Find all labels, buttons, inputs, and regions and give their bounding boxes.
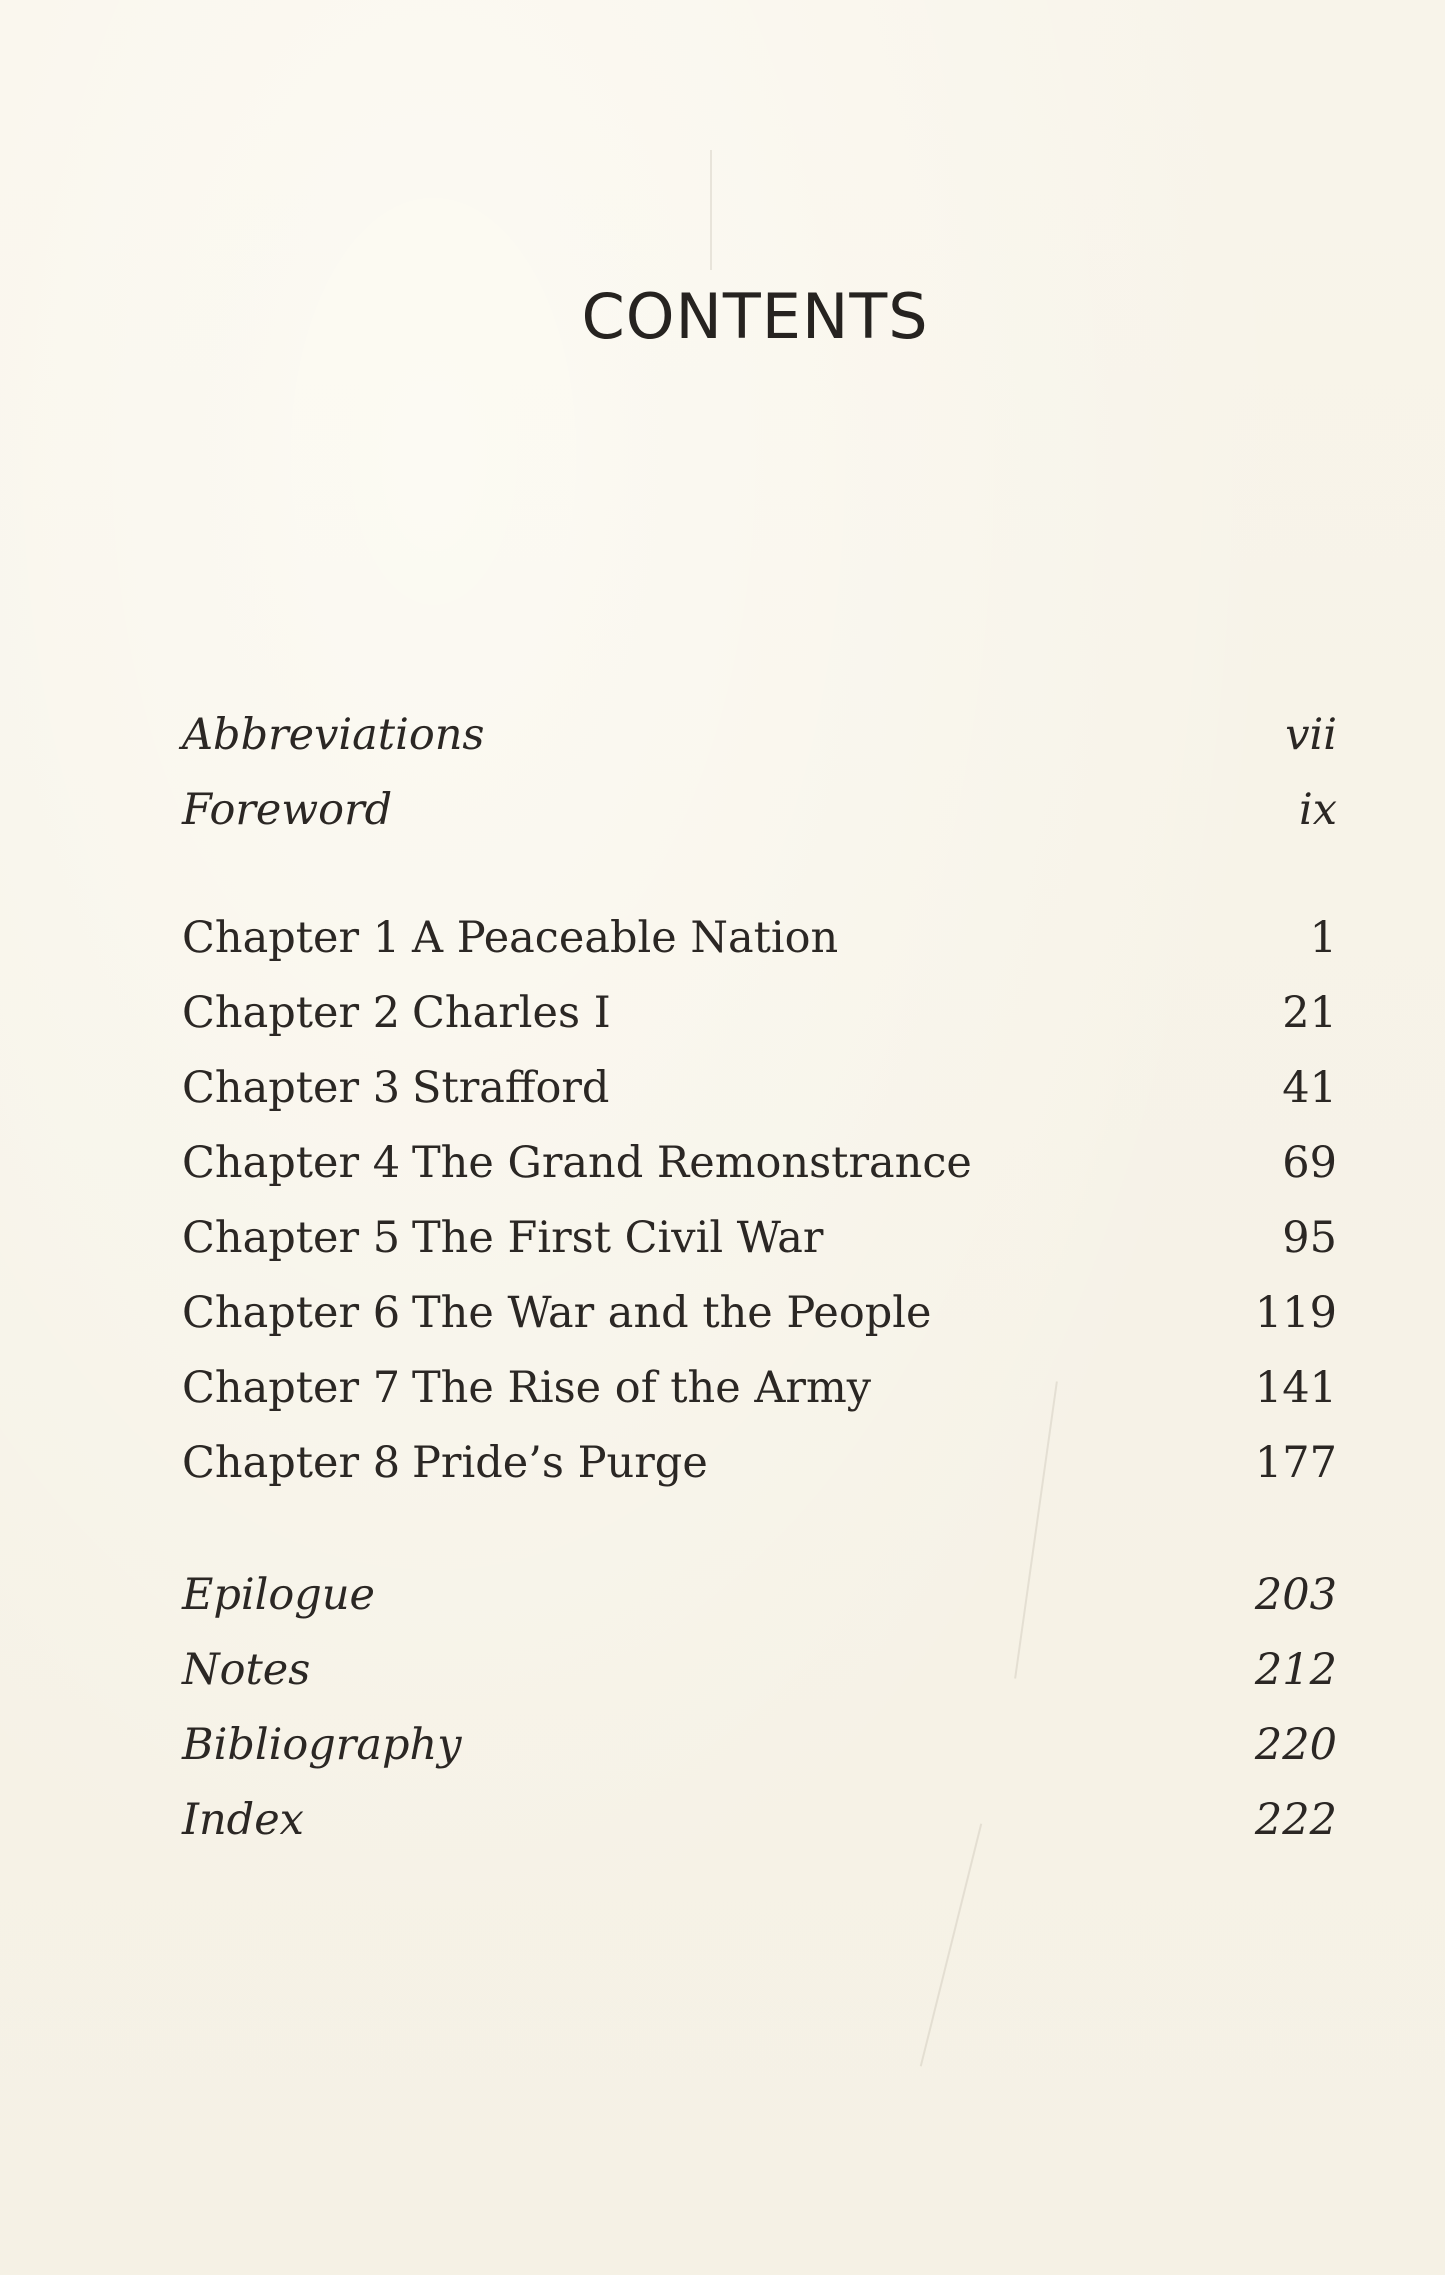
toc-chapter-5 xyxy=(182,1213,1337,1273)
toc-entry-bibliography xyxy=(182,1720,1337,1780)
chapter-number: Chapter 6 xyxy=(182,1288,401,1338)
chapter-title: A Peaceable Nation xyxy=(412,913,839,963)
chapter-page: 1 xyxy=(1309,913,1337,963)
chapter-title: The Grand Remonstrance xyxy=(412,1138,972,1188)
chapter-title: Strafford xyxy=(412,1063,610,1113)
chapter-page: 141 xyxy=(1254,1363,1337,1413)
chapter-page: 95 xyxy=(1282,1213,1337,1263)
chapter-title: Charles I xyxy=(412,988,611,1038)
chapter-number: Chapter 4 xyxy=(182,1138,401,1188)
paper-crease xyxy=(920,1823,982,2066)
page-title: CONTENTS xyxy=(581,280,929,353)
toc-entry-page: 212 xyxy=(1254,1645,1337,1695)
toc-entry-label: Epilogue xyxy=(182,1570,375,1620)
toc-entry-foreword xyxy=(182,785,1337,845)
toc-entry-page: ix xyxy=(1298,785,1337,835)
toc-chapter-3 xyxy=(182,1063,1337,1123)
chapter-page: 119 xyxy=(1254,1288,1337,1338)
toc-entry-label: Bibliography xyxy=(182,1720,462,1770)
paper-crease xyxy=(1014,1381,1058,1678)
chapter-number: Chapter 8 xyxy=(182,1438,401,1488)
toc-chapter-6 xyxy=(182,1288,1337,1348)
toc-entry-label: Foreword xyxy=(182,785,393,835)
chapter-title: Pride’s Purge xyxy=(412,1438,708,1488)
toc-chapter-1 xyxy=(182,913,1337,973)
toc-entry-label: Abbreviations xyxy=(182,710,485,760)
toc-chapter-7 xyxy=(182,1363,1337,1423)
toc-entry-page: 222 xyxy=(1254,1795,1337,1845)
toc-chapter-2 xyxy=(182,988,1337,1048)
chapter-number: Chapter 3 xyxy=(182,1063,401,1113)
chapter-page: 41 xyxy=(1282,1063,1337,1113)
chapter-page: 177 xyxy=(1254,1438,1337,1488)
toc-entry-epilogue xyxy=(182,1570,1337,1630)
chapter-number: Chapter 1 xyxy=(182,913,401,963)
toc-entry-page: 203 xyxy=(1254,1570,1337,1620)
chapter-number: Chapter 5 xyxy=(182,1213,401,1263)
toc-entry-page: vii xyxy=(1285,710,1337,760)
toc-entry-label: Index xyxy=(182,1795,304,1845)
chapter-title: The Rise of the Army xyxy=(412,1363,872,1413)
toc-entry-page: 220 xyxy=(1254,1720,1337,1770)
toc-entry-label: Notes xyxy=(182,1645,311,1695)
chapter-page: 21 xyxy=(1282,988,1337,1038)
toc-entry-notes xyxy=(182,1645,1337,1705)
chapter-title: The War and the People xyxy=(412,1288,932,1338)
chapter-number: Chapter 7 xyxy=(182,1363,401,1413)
paper-crease xyxy=(710,150,712,270)
chapter-number: Chapter 2 xyxy=(182,988,401,1038)
toc-entry-index xyxy=(182,1795,1337,1855)
chapter-title: The First Civil War xyxy=(412,1213,824,1263)
chapter-page: 69 xyxy=(1282,1138,1337,1188)
toc-entry-abbreviations xyxy=(182,710,1337,770)
toc-chapter-8 xyxy=(182,1438,1337,1498)
toc-chapter-4 xyxy=(182,1138,1337,1198)
